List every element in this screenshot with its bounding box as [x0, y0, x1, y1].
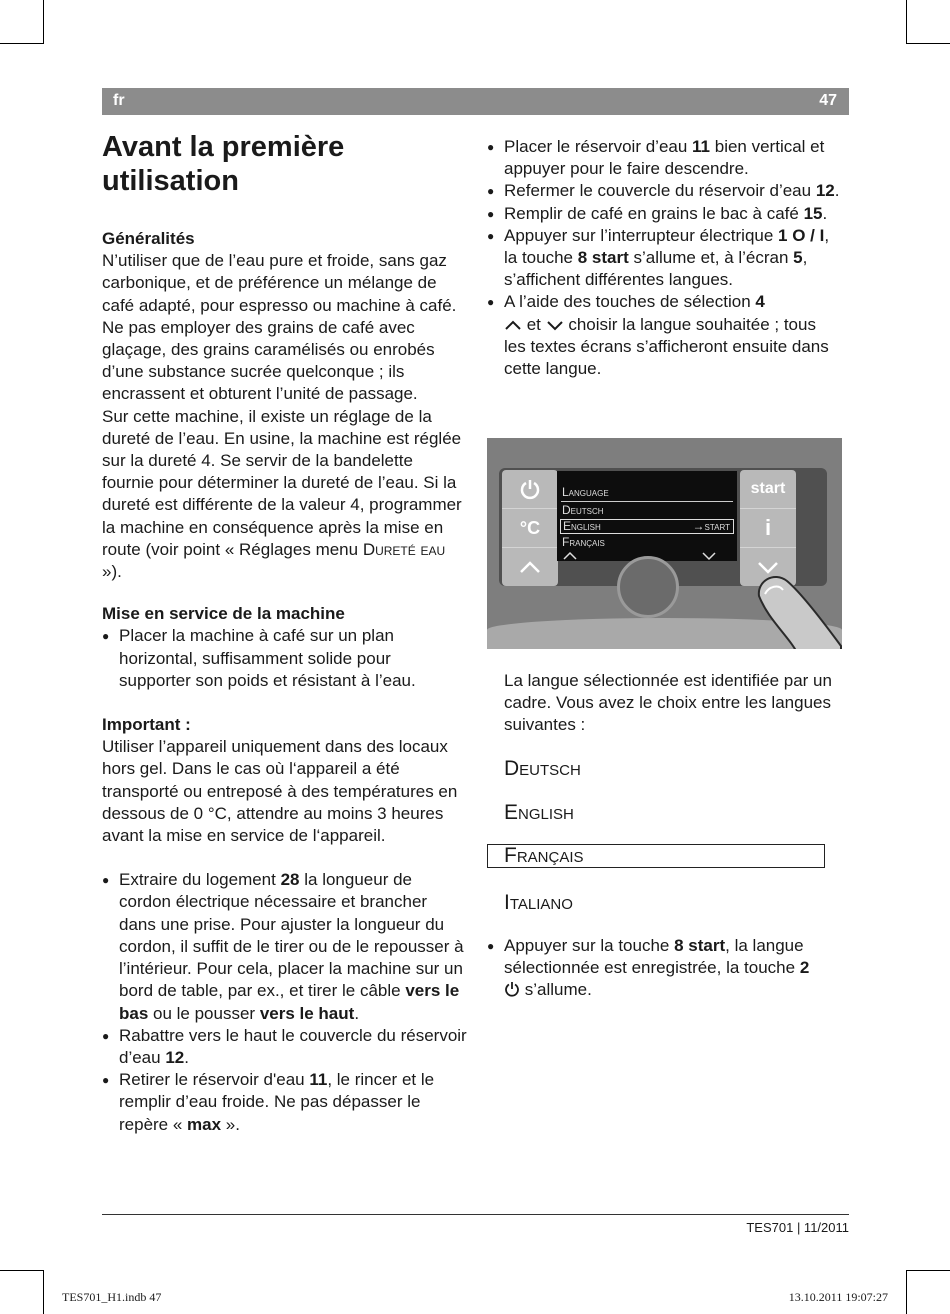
right-column	[487, 136, 842, 380]
crop-mark	[906, 0, 907, 44]
chevron-up-icon	[504, 319, 522, 331]
right-steps-list	[487, 136, 842, 380]
language-code: fr	[113, 92, 125, 109]
list-item: ● Appuyer sur l’interrupteur électrique 1 O / I, la touche 8 start s’allume et, à l’écran 5, s’affichent différentes langues.	[487, 225, 842, 292]
left-steps-list	[102, 869, 467, 1135]
crop-mark	[43, 0, 44, 44]
chevron-down-icon	[701, 551, 717, 561]
power-icon	[502, 470, 558, 509]
menu-name-durete: Dureté eau	[362, 539, 446, 559]
display-row-deutsch: Deutsch	[562, 503, 604, 517]
crop-mark	[43, 1270, 44, 1314]
list-item: ● Placer la machine à café sur un plan horizontal, suffisamment solide pour supporter son poids et résistant à l’eau.	[102, 625, 467, 692]
display-divider	[561, 501, 733, 502]
generalites-paragraph-2	[102, 406, 467, 584]
list-item: ● Remplir de café en grains le bac à café 15.	[487, 203, 842, 225]
section-title-important: Important :	[102, 715, 191, 735]
list-item: ● Refermer le couvercle du réservoir d’eau 12.	[487, 180, 842, 202]
display-row-francais: Français	[562, 535, 605, 549]
generalites-paragraph-1: N’utiliser que de l’eau pure et froide, sans gaz carbonique, et de préférence un mélange de café adapté, pour espresso ou machine à café. Ne pas employer des grains de café avec glaçage, des grains caramélisés ou enrobés d’une substance sucrée quelconque ; ils encrassent et obturent l’unité de passage.	[102, 251, 457, 404]
finger-icon	[749, 566, 842, 649]
rotary-knob	[617, 556, 679, 618]
crop-mark	[906, 1270, 950, 1271]
crop-mark	[0, 43, 44, 44]
generalites-text-b: »).	[102, 562, 122, 582]
footer-rule	[102, 1214, 849, 1215]
section-title-mise-en-service: Mise en service de la machine	[102, 604, 345, 624]
print-slug-file: TES701_H1.indb 47	[62, 1290, 162, 1304]
left-column	[102, 130, 467, 1136]
crop-mark	[906, 43, 950, 44]
left-button-bar	[502, 470, 558, 586]
display-row-language: Language	[562, 485, 609, 499]
list-item: ● Extraire du logement 28 la longueur de cordon électrique nécessaire et brancher dans une prise. Pour ajuster la longueur du cordon, il suffit de le tirer ou de le repousser à l’intérieur. Pour cela, placer la machine sur un bord de table, par ex., et tirer le câble vers le bas ou le pousser vers le haut.	[102, 869, 467, 1024]
chevron-down-icon	[546, 319, 564, 331]
display-screen	[557, 471, 737, 561]
language-option-english: English	[504, 800, 574, 824]
section-title-generalites: Généralités	[102, 229, 195, 248]
chevron-up-icon	[502, 548, 558, 586]
page-title: Avant la première utilisation	[102, 131, 345, 197]
crop-mark	[0, 1270, 44, 1271]
language-option-deutsch: Deutsch	[504, 756, 581, 780]
info-button-label: i	[740, 509, 796, 548]
chevron-up-icon	[562, 551, 578, 561]
language-option-francais-selected: Français	[487, 844, 825, 868]
final-steps-list	[487, 935, 842, 1002]
list-item: ● Appuyer sur la touche 8 start, la langue sélectionnée est enregistrée, la touche 2 s’allume.	[487, 935, 842, 1002]
list-item: ● Retirer le réservoir d'eau 11, le rincer et le remplir d’eau froide. Ne pas dépasser le repère « max ».	[102, 1069, 467, 1136]
display-start-hint: →start	[692, 519, 730, 533]
page-header-bar	[102, 88, 849, 115]
power-icon	[504, 981, 520, 997]
control-panel-photo	[487, 438, 842, 649]
page-number: 47	[819, 92, 837, 109]
list-item: ● Placer le réservoir d’eau 11 bien vertical et appuyer pour le faire descendre.	[487, 136, 842, 180]
list-item: ● Rabattre vers le haut le couvercle du réservoir d’eau 12.	[102, 1025, 467, 1069]
language-option-italiano: Italiano	[504, 890, 573, 914]
important-paragraph: Utiliser l’appareil uniquement dans des locaux hors gel. Dans le cas où l‘appareil a été transporté ou entreposé à des températures en dessous de 0 °C, attendre au moins 3 heures avant la mise en service de l‘appareil.	[102, 737, 458, 846]
start-button-label: start	[740, 470, 796, 509]
crop-mark	[906, 1270, 907, 1314]
footer-model-date: TES701 | 11/2011	[746, 1220, 849, 1235]
mise-list	[102, 625, 467, 692]
list-item: ● A l’aide des touches de sélection 4 et choisir la langue souhaitée ; tous les textes écrans s’afficheront ensuite dans cette langue.	[487, 291, 842, 380]
temperature-button-label: °C	[502, 509, 558, 548]
language-selection-paragraph: La langue sélectionnée est identifiée par un cadre. Vous avez le choix entre les langues suivantes :	[504, 671, 832, 735]
language-section	[487, 670, 842, 1001]
print-slug-date: 13.10.2011 19:07:27	[788, 1290, 888, 1304]
display-row-english-selected: English →start	[560, 519, 734, 534]
generalites-text-a: Sur cette machine, il existe un réglage de la dureté de l’eau. En usine, la machine est réglée sur la dureté 4. Se servir de la bandelette fournie pour déterminer la dureté de l’eau. Si la dureté est différente de la valeur 4, programmer la machine en conséquence après la mise en route (voir point « Réglages menu	[102, 406, 462, 559]
